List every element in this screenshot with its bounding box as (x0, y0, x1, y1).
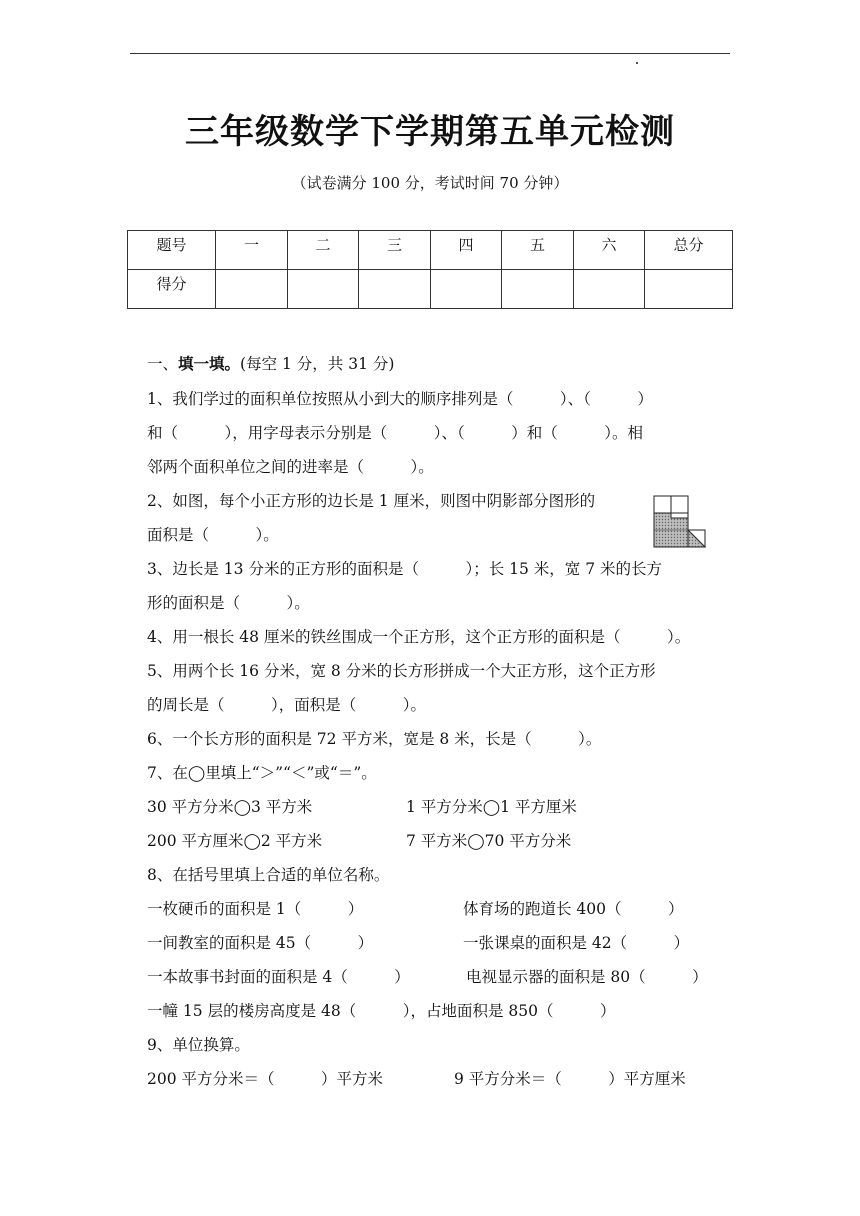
compare-item: 7 平方米◯70 平方分米 (406, 832, 572, 850)
unit-item: 一幢 15 层的楼房高度是 48（ ），占地面积是 850（ ） (147, 1002, 616, 1020)
question-line: 2、如图，每个小正方形的边长是 1 厘米，则图中阴影部分图形的 (147, 492, 596, 510)
score-input-cell[interactable] (502, 270, 574, 309)
score-cell: 二 (288, 231, 359, 270)
unit-item: 一枚硬币的面积是 1（ ） (147, 900, 364, 918)
question-line: 3、边长是 13 分米的正方形的面积是（ ）；长 15 米，宽 7 米的长方 (147, 560, 662, 578)
question-line: 邻两个面积单位之间的进率是（ ）。 (147, 458, 434, 476)
score-input-cell[interactable] (431, 270, 502, 309)
score-cell: 五 (502, 231, 574, 270)
score-cell: 题号 (128, 231, 216, 270)
unit-item: 一间教室的面积是 45（ ） (147, 934, 374, 952)
unit-item: 一本故事书封面的面积是 4（ ） (147, 968, 410, 986)
question-line: 1、我们学过的面积单位按照从小到大的顺序排列是（ ）、（ ） (147, 390, 653, 408)
unit-item: 电视显示器的面积是 80（ ） (466, 968, 708, 986)
question-line: 8、在括号里填上合适的单位名称。 (147, 866, 390, 884)
section-title: 填一填。 (178, 354, 241, 373)
question-line: 7、在◯里填上“＞”“＜”或“＝”。 (147, 764, 377, 782)
page-subtitle: （试卷满分 100 分，考试时间 70 分钟） (291, 174, 569, 192)
score-cell: 得分 (128, 270, 216, 309)
score-input-cell[interactable] (645, 270, 733, 309)
score-input-cell[interactable] (216, 270, 288, 309)
compare-item: 1 平方分米◯1 平方厘米 (406, 798, 577, 816)
question-line: 9、单位换算。 (147, 1036, 250, 1054)
score-cell: 四 (431, 231, 502, 270)
score-table (127, 230, 733, 309)
section-heading (147, 352, 394, 374)
header-dot (636, 62, 638, 64)
header-rule (130, 53, 730, 54)
page-title: 三年级数学下学期第五单元检测 (185, 112, 675, 152)
question-line: 形的面积是（ ）。 (147, 594, 310, 612)
question-line: 6、一个长方形的面积是 72 平方米，宽是 8 米，长是（ ）。 (147, 730, 602, 748)
question-line: 面积是（ ）。 (147, 526, 279, 544)
question-line: 和（ ），用字母表示分别是（ ）、（ ）和（ ）。相 (147, 424, 644, 442)
score-input-cell[interactable] (359, 270, 431, 309)
score-cell: 三 (359, 231, 431, 270)
score-input-cell[interactable] (574, 270, 645, 309)
unit-item: 一张课桌的面积是 42（ ） (463, 934, 690, 952)
compare-item: 200 平方厘米◯2 平方米 (147, 832, 323, 850)
section-number: 一、 (147, 355, 179, 373)
conversion-item: 9 平方分米＝（ ）平方厘米 (454, 1070, 686, 1088)
score-cell: 六 (574, 231, 645, 270)
score-input-cell[interactable] (288, 270, 359, 309)
score-table-row-header (128, 231, 733, 270)
grid-figure-svg (652, 494, 706, 548)
unit-item: 体育场的跑道长 400（ ） (463, 900, 684, 918)
score-cell: 总分 (645, 231, 733, 270)
question-line: 4、用一根长 48 厘米的铁丝围成一个正方形，这个正方形的面积是（ ）。 (147, 628, 691, 646)
score-cell: 一 (216, 231, 288, 270)
score-table-row-score (128, 270, 733, 309)
question-line: 的周长是（ ），面积是（ ）。 (147, 696, 427, 714)
question-line: 5、用两个长 16 分米，宽 8 分米的长方形拼成一个大正方形，这个正方形 (147, 662, 656, 680)
section-note: (每空 1 分，共 31 分) (240, 355, 395, 373)
conversion-item: 200 平方分米＝（ ）平方米 (147, 1070, 384, 1088)
compare-item: 30 平方分米◯3 平方米 (147, 798, 313, 816)
grid-shape-figure-icon (652, 494, 706, 552)
